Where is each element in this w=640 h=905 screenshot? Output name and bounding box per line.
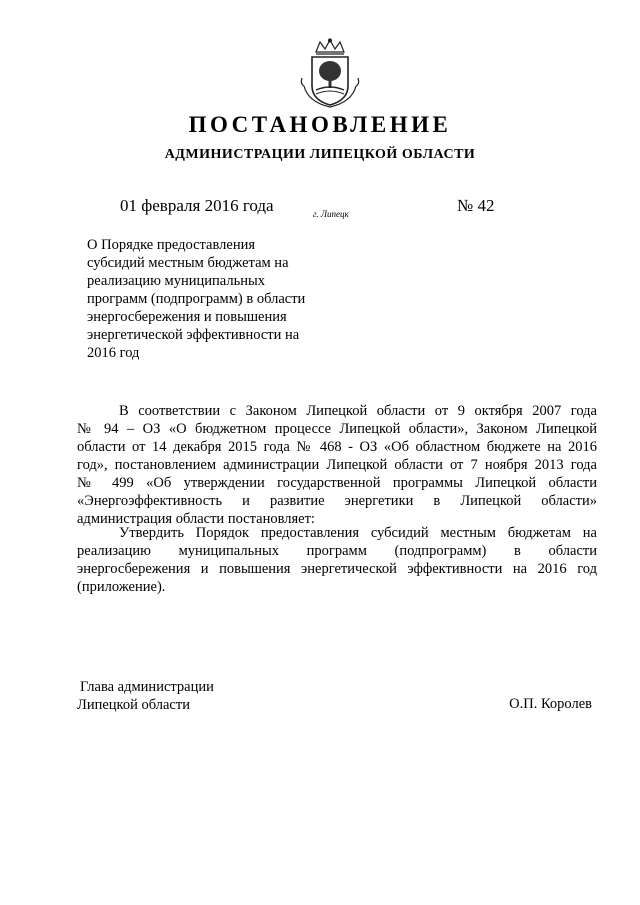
subject-line: субсидий местным бюджетам на — [87, 255, 289, 271]
signatory-title: Глава администрации — [80, 679, 214, 695]
signatory-region: Липецкой области — [77, 697, 190, 713]
subject-line: 2016 год — [87, 345, 140, 361]
body-line: (приложение). — [77, 579, 166, 595]
body-line: В соответствии с Законом Липецкой области от 9 октября 2007 года — [119, 403, 597, 419]
document-date: 01 февраля 2016 года — [120, 196, 274, 215]
subject-line: реализацию муниципальных — [87, 273, 265, 289]
body-line: области от 14 декабря 2015 года № 468 - ОЗ «Об областном бюджете на 2016 — [77, 439, 597, 455]
subject-line: энергосбережения и повышения — [87, 309, 287, 325]
body-line: № 94 – ОЗ «О бюджетном процессе Липецкой области», Законом Липецкой — [77, 421, 597, 437]
document-title: ПОСТАНОВЛЕНИЕ — [188, 112, 452, 137]
document-number: № 42 — [457, 196, 495, 215]
coat-of-arms-emblem — [298, 38, 362, 108]
subject-line: программ (подпрограмм) в области — [87, 291, 306, 307]
body-line: реализацию муниципальных программ (подпрограмм) в области — [77, 543, 597, 559]
signatory-name: О.П. Королев — [509, 696, 592, 712]
issuing-authority: АДМИНИСТРАЦИИ ЛИПЕЦКОЙ ОБЛАСТИ — [164, 147, 476, 162]
document-subject — [87, 236, 327, 362]
body-paragraph-resolution — [77, 524, 597, 596]
body-line: энергосбережения и повышения энергетической эффективности на 2016 год — [77, 561, 597, 577]
body-line: Утвердить Порядок предоставления субсидий местным бюджетам на — [119, 525, 597, 541]
body-line: «Энергоэффективность и развитие энергетики в Липецкой области» — [77, 493, 597, 509]
subject-line: энергетической эффективности на — [87, 327, 300, 343]
body-paragraph-preamble — [77, 402, 597, 528]
document-city: г. Липецк — [313, 209, 349, 219]
subject-line: О Порядке предоставления — [87, 237, 256, 253]
signatory-position — [77, 678, 214, 714]
body-line: № 499 «Об утверждении государственной программы Липецкой области — [77, 475, 597, 491]
body-line: год», постановлением администрации Липецкой области от 7 ноября 2013 года — [77, 457, 597, 473]
body-line: администрация области постановляет: — [77, 511, 315, 527]
